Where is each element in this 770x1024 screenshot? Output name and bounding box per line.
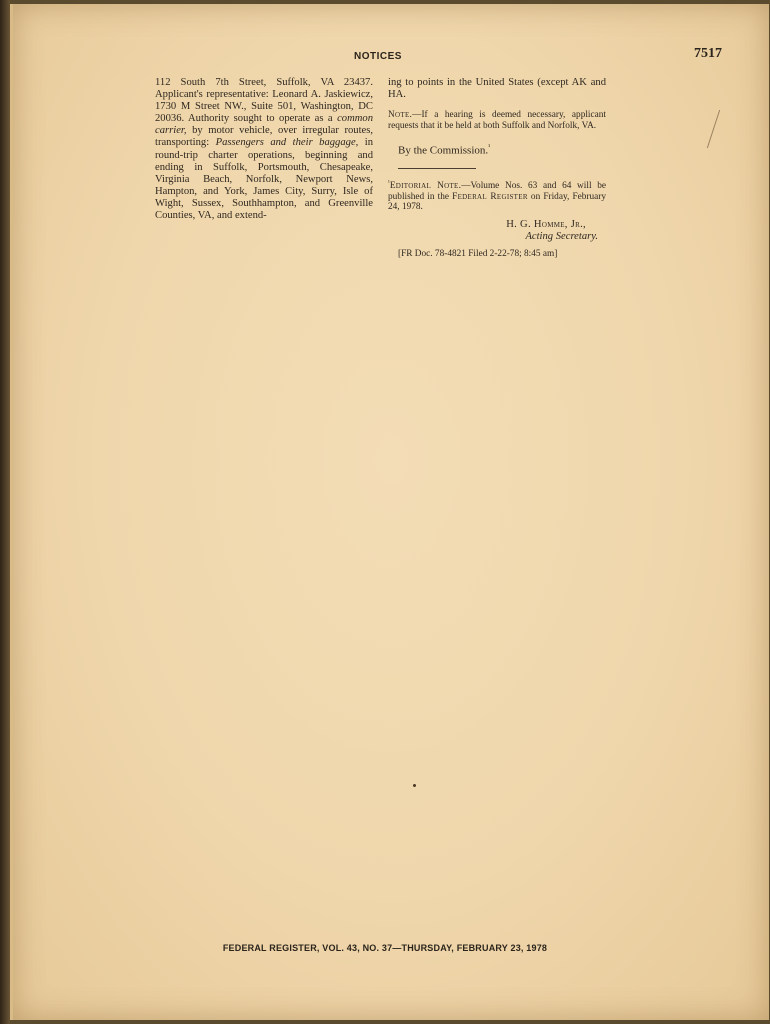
footnote-publication: Federal Register xyxy=(452,191,528,202)
fr-doc-line: [FR Doc. 78-4821 Filed 2-22-78; 8:45 am] xyxy=(398,249,558,260)
signatory-title: Acting Secretary. xyxy=(525,231,598,243)
left-column xyxy=(155,77,373,222)
page-number: 7517 xyxy=(694,46,722,61)
right-column xyxy=(388,77,606,260)
continuation-text: ing to points in the United States (except AK and HA. xyxy=(388,77,606,101)
ink-speck xyxy=(413,784,416,787)
signatory-name xyxy=(388,219,606,231)
signatory-name-text: H. G. Homme, Jr., xyxy=(506,219,586,230)
left-text-3: in round-trip charter operations, beginning and ending in Suffolk, Portsmouth, Chesapeake, Virginia Beach, Norfolk, Newport News, Hampton, and York, James City, Surry, Isle of Wight, Sussex, Southhampton, and Greenville Counties, VA, and extend- xyxy=(155,137,374,222)
byline-footnote-ref: ¹ xyxy=(488,143,491,152)
editorial-footnote xyxy=(388,178,606,213)
note-paragraph xyxy=(388,110,606,131)
left-column-paragraph xyxy=(155,77,373,222)
pencil-mark xyxy=(707,110,720,148)
note-text: —If a hearing is deemed necessary, applicant requests that it be held at both Suffolk and Norfolk, VA. xyxy=(388,110,606,131)
note-label: Note. xyxy=(388,110,413,121)
byline-text: By the Commission. xyxy=(398,145,489,158)
section-header: NOTICES xyxy=(354,51,402,62)
footnote-label: Editorial Note. xyxy=(389,181,462,192)
page-footer: FEDERAL REGISTER, VOL. 43, NO. 37—THURSDAY, FEBRUARY 23, 1978 xyxy=(222,943,548,953)
byline xyxy=(388,141,606,157)
left-text-2: by motor vehicle, over irregular routes, transporting: xyxy=(155,125,373,149)
footnote-divider xyxy=(398,168,476,169)
common-carrier-term: common carrier, xyxy=(155,113,373,137)
binding-spine xyxy=(0,0,10,1024)
passengers-baggage-term: Passengers and their baggage, xyxy=(215,137,359,149)
footnote-ref: ¹ xyxy=(388,180,390,187)
footnote-text-2: on Friday, February 24, 1978. xyxy=(388,191,607,213)
left-text-1: 112 South 7th Street, Suffolk, VA 23437. Applicant's representative: Leonard A. Jaskiewicz, 1730 M Street NW., Suite 501, Washington, DC 20036. Authority sought to operate as a xyxy=(155,77,373,125)
footnote-text-1: —Volume Nos. 63 and 64 will be published in the xyxy=(388,181,606,202)
